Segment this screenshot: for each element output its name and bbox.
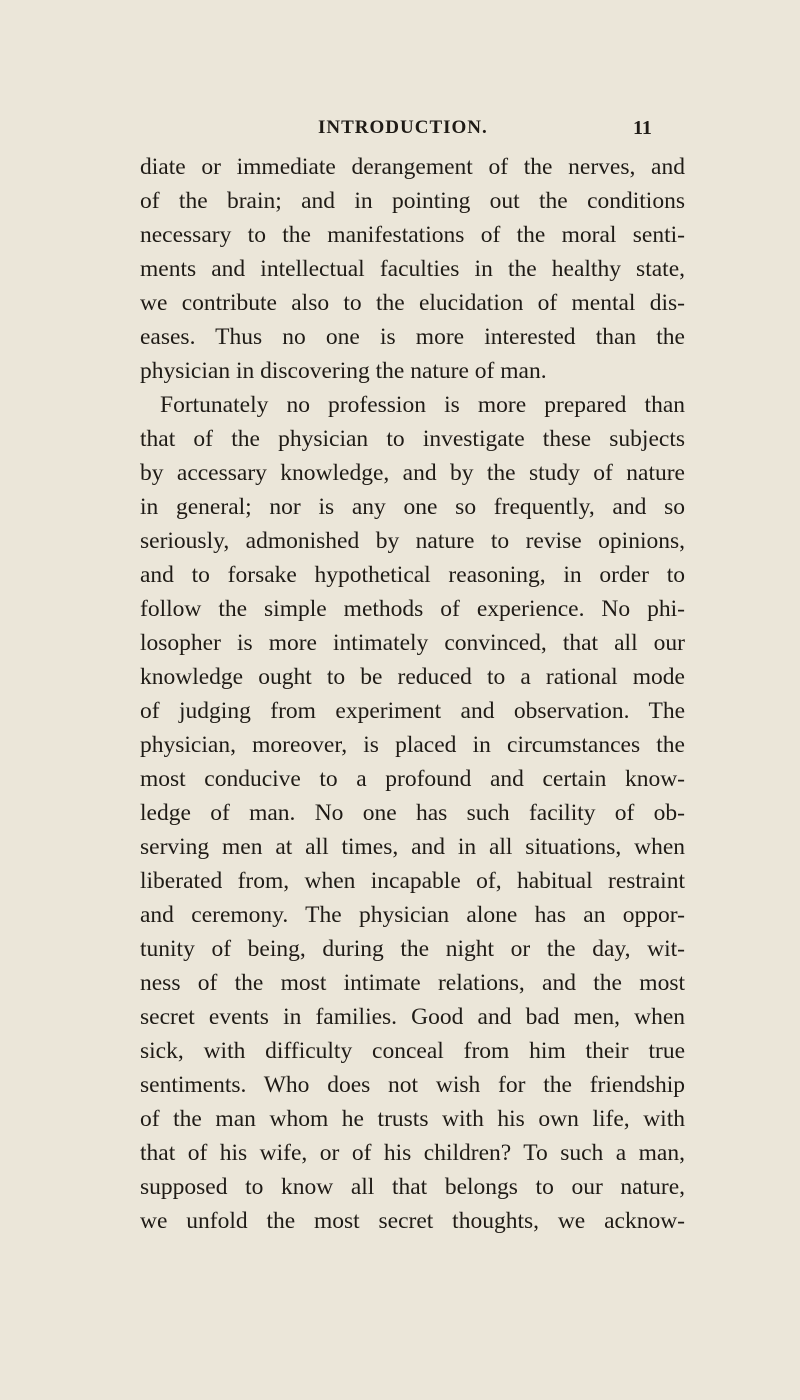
- page-header: [0, 117, 800, 147]
- text-line: physician in discovering the nature of man.: [140, 358, 547, 384]
- text-line: follow the simple methods of experience. No phi-: [140, 596, 685, 622]
- text-line: tunity of being, during the night or the day, wit-: [140, 936, 685, 962]
- text-line: of the man whom he trusts with his own life, with: [140, 1106, 685, 1132]
- text-line: necessary to the manifestations of the moral senti-: [140, 222, 685, 248]
- text-line: we contribute also to the elucidation of mental dis-: [140, 290, 685, 316]
- text-line: seriously, admonished by nature to revise opinions,: [140, 528, 685, 554]
- body-text: [140, 150, 685, 1238]
- text-line: eases. Thus no one is more interested than the: [140, 324, 685, 350]
- text-line: in general; nor is any one so frequently, and so: [140, 494, 685, 520]
- text-line: ledge of man. No one has such facility of ob-: [140, 800, 685, 826]
- running-title: INTRODUCTION.: [318, 117, 488, 138]
- text-line: and to forsake hypothetical reasoning, in order to: [140, 562, 685, 588]
- text-line: losopher is more intimately convinced, that all our: [140, 630, 685, 656]
- text-line: Fortunately no profession is more prepared than: [160, 392, 685, 418]
- text-line: by accessary knowledge, and by the study of nature: [140, 460, 685, 486]
- text-line: that of his wife, or of his children? To such a man,: [140, 1140, 685, 1166]
- text-line: secret events in families. Good and bad men, when: [140, 1004, 685, 1030]
- text-line: of the brain; and in pointing out the conditions: [140, 188, 685, 214]
- text-line: liberated from, when incapable of, habitual restraint: [140, 868, 685, 894]
- text-line: supposed to know all that belongs to our nature,: [140, 1174, 685, 1200]
- page-number: 11: [633, 117, 652, 139]
- text-line: serving men at all times, and in all situations, when: [140, 834, 685, 860]
- text-line: diate or immediate derangement of the nerves, and: [140, 154, 685, 180]
- text-line: physician, moreover, is placed in circumstances the: [140, 732, 685, 758]
- text-line: of judging from experiment and observation. The: [140, 698, 685, 724]
- text-line: knowledge ought to be reduced to a rational mode: [140, 664, 685, 690]
- text-line: and ceremony. The physician alone has an oppor-: [140, 902, 685, 928]
- text-line: most conducive to a profound and certain know-: [140, 766, 685, 792]
- text-line: that of the physician to investigate these subjects: [140, 426, 685, 452]
- text-line: sentiments. Who does not wish for the friendship: [140, 1072, 685, 1098]
- text-line: we unfold the most secret thoughts, we acknow-: [140, 1208, 685, 1234]
- text-line: ments and intellectual faculties in the healthy state,: [140, 256, 685, 282]
- text-line: sick, with difficulty conceal from him their true: [140, 1038, 685, 1064]
- text-line: ness of the most intimate relations, and the most: [140, 970, 685, 996]
